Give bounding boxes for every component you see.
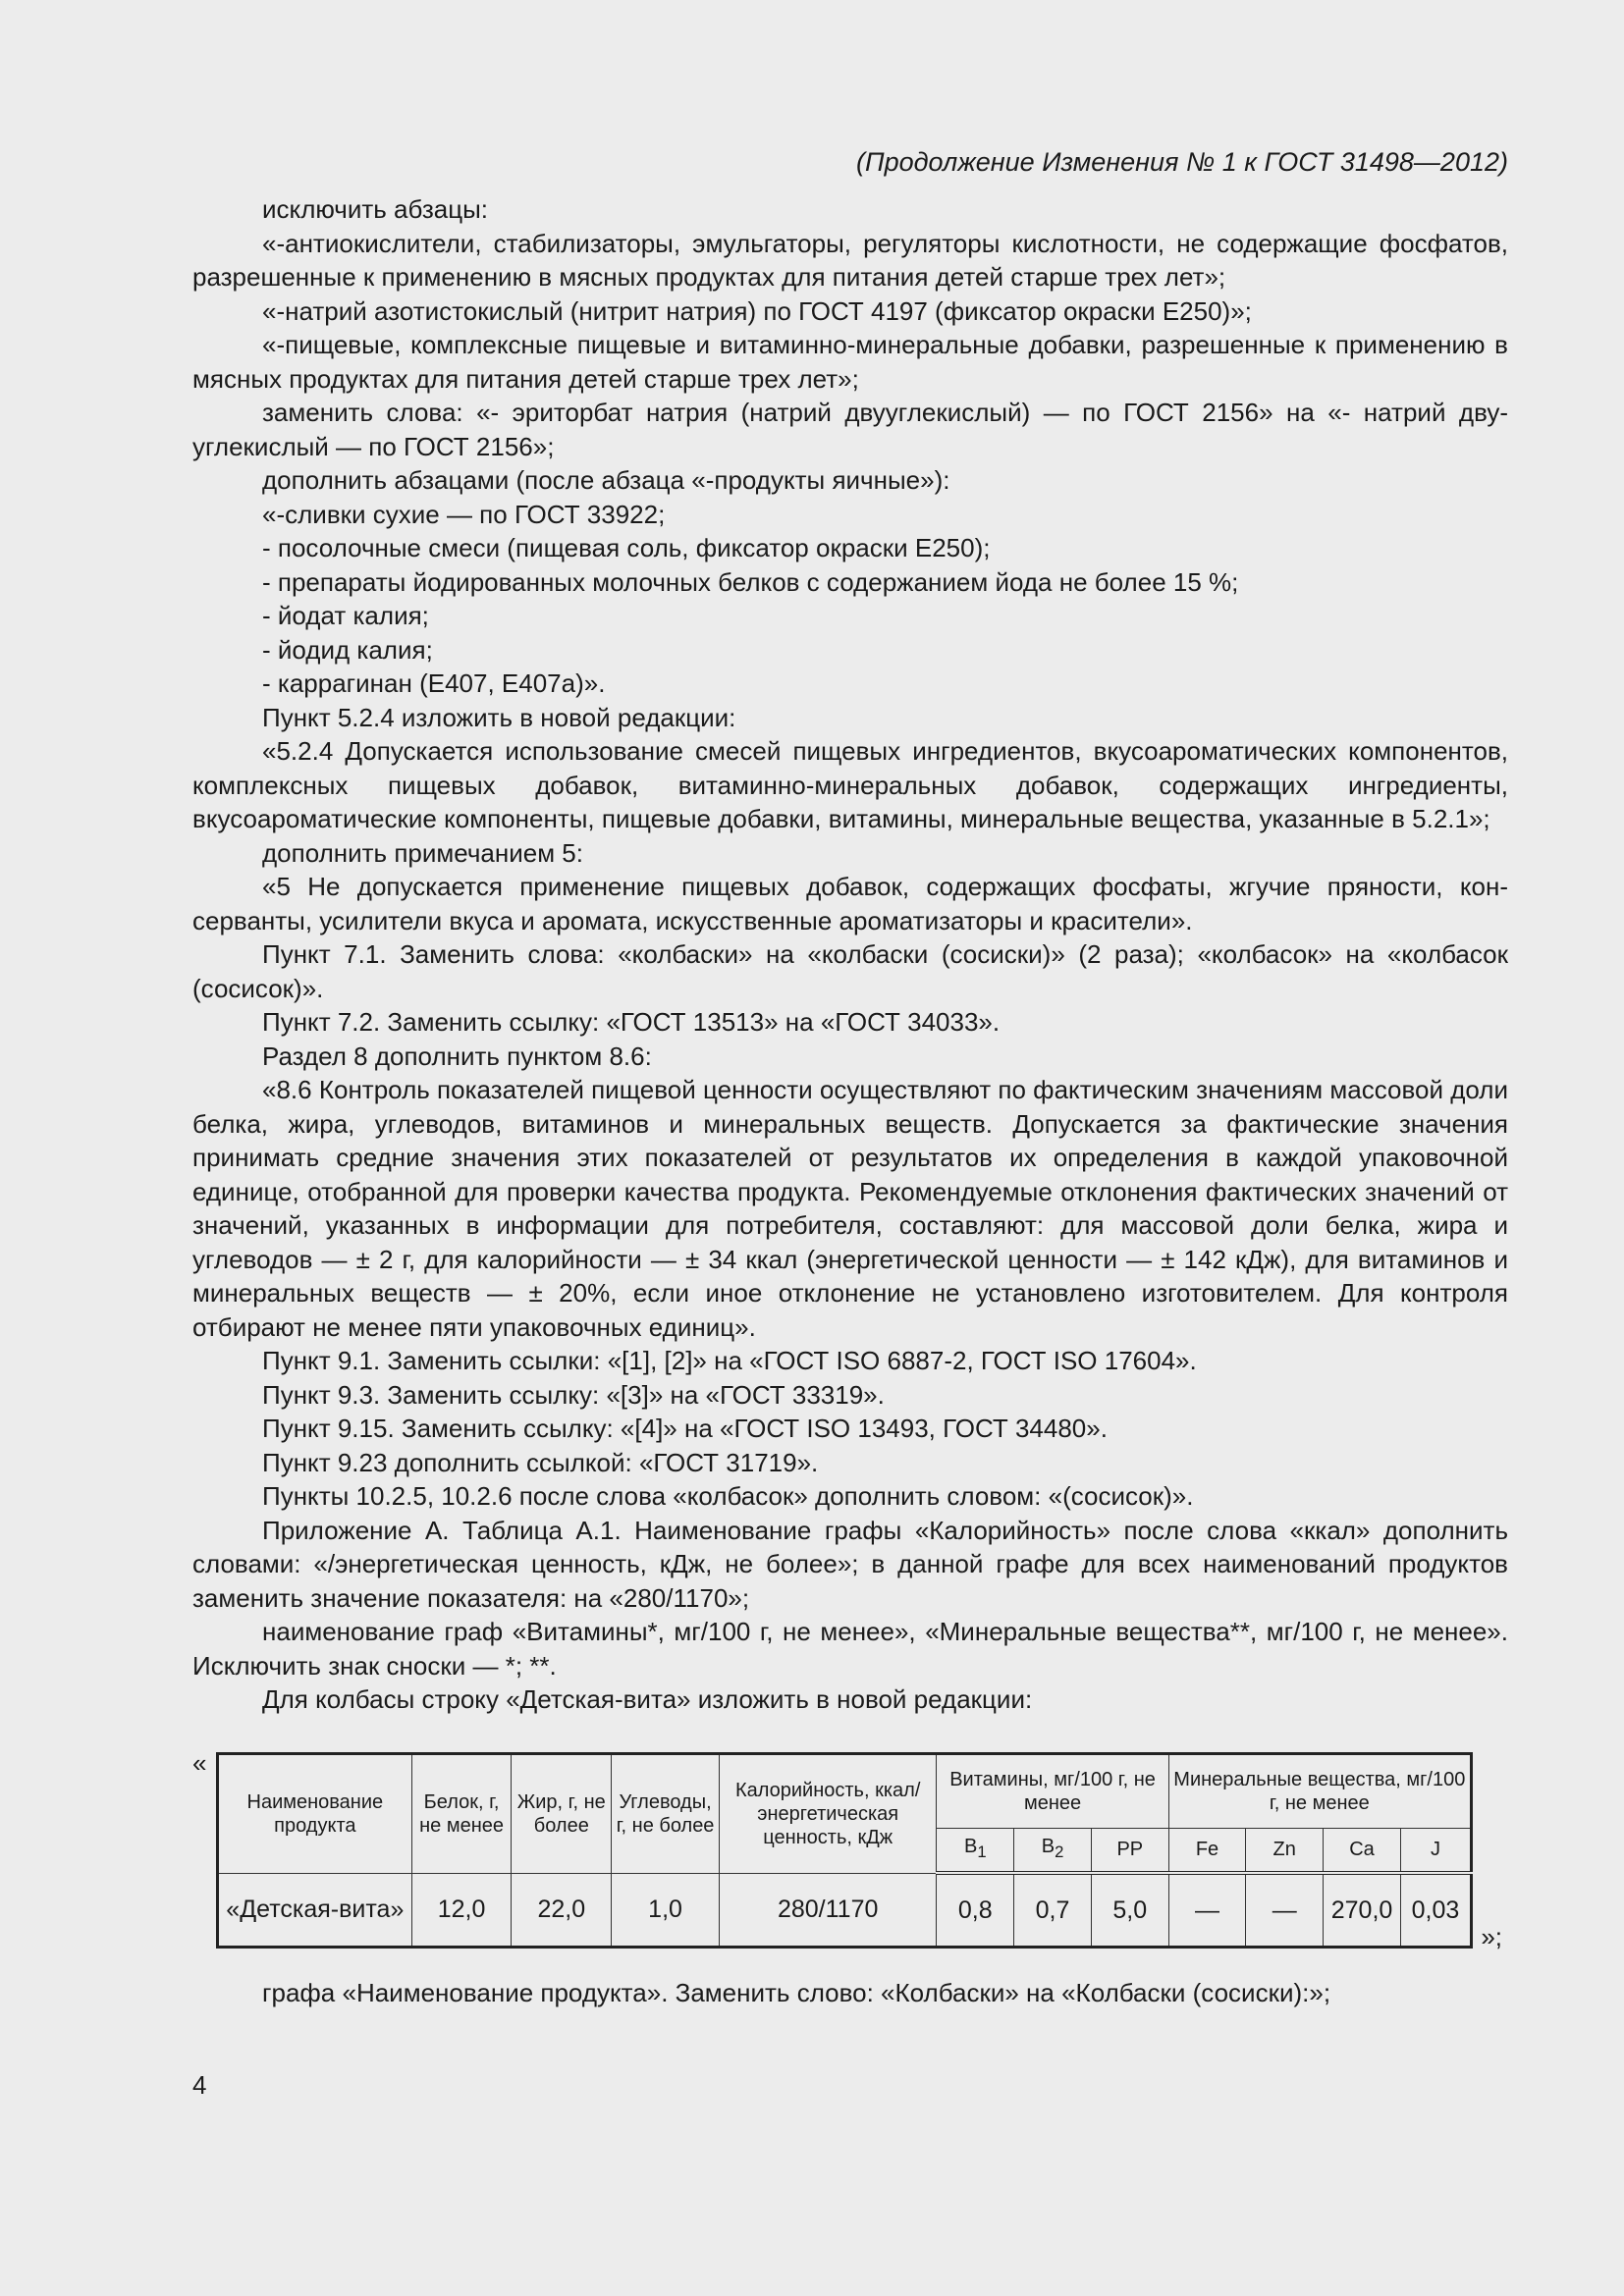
cell-b2: 0,7 bbox=[1014, 1873, 1092, 1948]
paragraph: - каррагинан (Е407, Е407а)». bbox=[262, 668, 606, 698]
paragraph: Приложение А. Таблица А.1. Наименование графы «Калорийность» после слова «ккал» дополнить словами: «/энергетическая ценность, кДж, не более»; в данной графе для всех наименований продуктов заменить значение показателя: на «280/1170»; bbox=[192, 1515, 1508, 1613]
paragraph: «-сливки сухие — по ГОСТ 33922; bbox=[262, 499, 666, 529]
header-b2: $B_2$ bbox=[1014, 1828, 1092, 1873]
cell-fat: 22,0 bbox=[512, 1873, 612, 1948]
paragraph: графа «Наименование продукта». Заменить слово: «Колбаски» на «Колбаски (сосиски):»; bbox=[262, 1978, 1331, 2007]
cell-j: 0,03 bbox=[1400, 1873, 1471, 1948]
header-b1: $B_1$ bbox=[937, 1828, 1014, 1873]
paragraph: наименование граф «Витамины*, мг/100 г, не менее», «Минеральные вещества**, мг/100 г, не менее». Исключить знак сноски — *; **. bbox=[192, 1617, 1508, 1681]
cell-b1: 0,8 bbox=[937, 1873, 1014, 1948]
paragraph: Пункт 9.1. Заменить ссылки: «[1], [2]» на «ГОСТ ISO 6887-2, ГОСТ ISO 17604». bbox=[262, 1346, 1197, 1375]
paragraph: Для колбасы строку «Детская-вита» изложить в новой редакции: bbox=[262, 1684, 1033, 1714]
table-close-quote: »; bbox=[1481, 1922, 1502, 1951]
paragraph: «-пищевые, комплексные пищевые и витаминно-минеральные добавки, разрешенные к применению в мясных продуктах для питания детей старше трех лет»; bbox=[192, 330, 1508, 394]
paragraph: Пункт 5.2.4 изложить в новой редакции: bbox=[262, 702, 736, 732]
cell-carbs: 1,0 bbox=[612, 1873, 720, 1948]
header-j: J bbox=[1400, 1828, 1471, 1873]
paragraph: заменить слова: «- эриторбат натрия (натрий двууглекислый) — по ГОСТ 2156» на «- натрий двууглекислый — по ГОСТ 2156»; bbox=[192, 398, 1508, 461]
table-row bbox=[218, 1873, 1472, 1948]
cell-zn: — bbox=[1246, 1873, 1324, 1948]
cell-fe: — bbox=[1168, 1873, 1246, 1948]
nutrition-table-wrapper bbox=[192, 1747, 1502, 1951]
paragraph: дополнить абзацами (после абзаца «-продукты яичные»): bbox=[262, 465, 950, 495]
header-calories: Калорийность, ккал/энергетическая ценность, кДж bbox=[719, 1753, 936, 1873]
header-carbs: Углеводы, г, не более bbox=[612, 1753, 720, 1873]
body-text bbox=[192, 192, 1508, 1717]
paragraph: «8.6 Контроль показателей пищевой ценности осуществляют по фактическим значениям массовой доли белка, жира, углеводов, витаминов и минеральных веществ. Допускается за фактические значения принимать средние значения этих показателей от результатов их определения в каждой упаковочной единице, отобранной для проверки качества продукта. Рекомендуемые отклонения фактических значений от значений, указанных в информации для потребителя, составляют: для массовой доли белка, жира и углеводов — ± 2 г, для калорийности — ± 34 ккал (энергетической ценности — ± 142 кДж), для витаминов и минеральных веществ — ± 20%, если иное отклонение не установлено изготовителем. Для контроля отбирают не менее пяти упаковочных единиц». bbox=[192, 1075, 1508, 1342]
paragraph: «-натрий азотистокислый (нитрит натрия) по ГОСТ 4197 (фиксатор окраски Е250)»; bbox=[262, 295, 1252, 326]
paragraph: Пункт 9.15. Заменить ссылку: «[4]» на «ГОСТ ISO 13493, ГОСТ 34480». bbox=[262, 1414, 1108, 1443]
paragraph: - посолочные смеси (пищевая соль, фиксатор окраски Е250); bbox=[262, 533, 991, 562]
header-ca: Ca bbox=[1324, 1828, 1401, 1873]
header-vitamins: Витамины, мг/100 г, не менее bbox=[937, 1753, 1168, 1828]
cell-pp: 5,0 bbox=[1091, 1873, 1168, 1948]
paragraph: «5 Не допускается применение пищевых добавок, содержащих фосфаты, жгучие пряности, консерванты, усилители вкуса и аромата, искусственные ароматизаторы и красители». bbox=[192, 872, 1508, 935]
header-fat: Жир, г, не более bbox=[512, 1753, 612, 1873]
paragraph: «5.2.4 Допускается использование смесей пищевых ингредиентов, вкусоароматических компонентов, комплексных пищевых добавок, витаминно-минеральных добавок, содержащих ингредиенты, вкусоароматические компоненты, пищевые добавки, витамины, минеральные вещества, указанные в 5.2.1»; bbox=[192, 736, 1508, 833]
paragraph: Пункты 10.2.5, 10.2.6 после слова «колбасок» дополнить словом: «(сосисок)». bbox=[262, 1481, 1194, 1511]
header-pp: PP bbox=[1091, 1828, 1168, 1873]
paragraph: «-антиокислители, стабилизаторы, эмульгаторы, регуляторы кислотности, не содержащие фосфатов, разрешенные к применению в мясных продуктах для питания детей старше трех лет»; bbox=[192, 228, 1508, 292]
header-zn: Zn bbox=[1246, 1828, 1324, 1873]
document-page bbox=[192, 145, 1508, 2010]
cell-calories: 280/1170 bbox=[719, 1873, 936, 1948]
paragraph: Пункт 9.3. Заменить ссылку: «[3]» на «ГОСТ 33319». bbox=[262, 1379, 885, 1410]
paragraph: Пункт 7.1. Заменить слова: «колбаски» на «колбаски (сосиски)» (2 раза); «колбасок» на «колбасок (сосисок)». bbox=[192, 939, 1508, 1003]
cell-product-name: «Детская-вита» bbox=[218, 1873, 412, 1948]
paragraph: Пункт 9.23 дополнить ссылкой: «ГОСТ 31719». bbox=[262, 1447, 819, 1477]
page-number: 4 bbox=[192, 2070, 207, 2100]
paragraph: - препараты йодированных молочных белков с содержанием йода не более 15 %; bbox=[262, 566, 1239, 597]
cell-protein: 12,0 bbox=[411, 1873, 512, 1948]
header-protein: Белок, г, не менее bbox=[411, 1753, 512, 1873]
paragraph: - йодат калия; bbox=[262, 601, 429, 630]
page-header: (Продолжение Изменения № 1 к ГОСТ 31498—2012) bbox=[856, 147, 1508, 177]
paragraph: дополнить примечанием 5: bbox=[262, 837, 583, 868]
table-open-quote: « bbox=[192, 1747, 207, 1778]
header-product-name: Наименование продукта bbox=[218, 1753, 412, 1873]
header-fe: Fe bbox=[1168, 1828, 1246, 1873]
paragraph: - йодид калия; bbox=[262, 634, 433, 665]
paragraph: исключить абзацы: bbox=[262, 194, 489, 224]
after-table-text bbox=[192, 1976, 1508, 2010]
paragraph: Пункт 7.2. Заменить ссылку: «ГОСТ 13513» на «ГОСТ 34033». bbox=[262, 1007, 1001, 1037]
nutrition-table bbox=[216, 1752, 1473, 1949]
cell-ca: 270,0 bbox=[1324, 1873, 1401, 1948]
header-minerals: Минеральные вещества, мг/100 г, не менее bbox=[1168, 1753, 1471, 1828]
paragraph: Раздел 8 дополнить пунктом 8.6: bbox=[262, 1041, 652, 1071]
